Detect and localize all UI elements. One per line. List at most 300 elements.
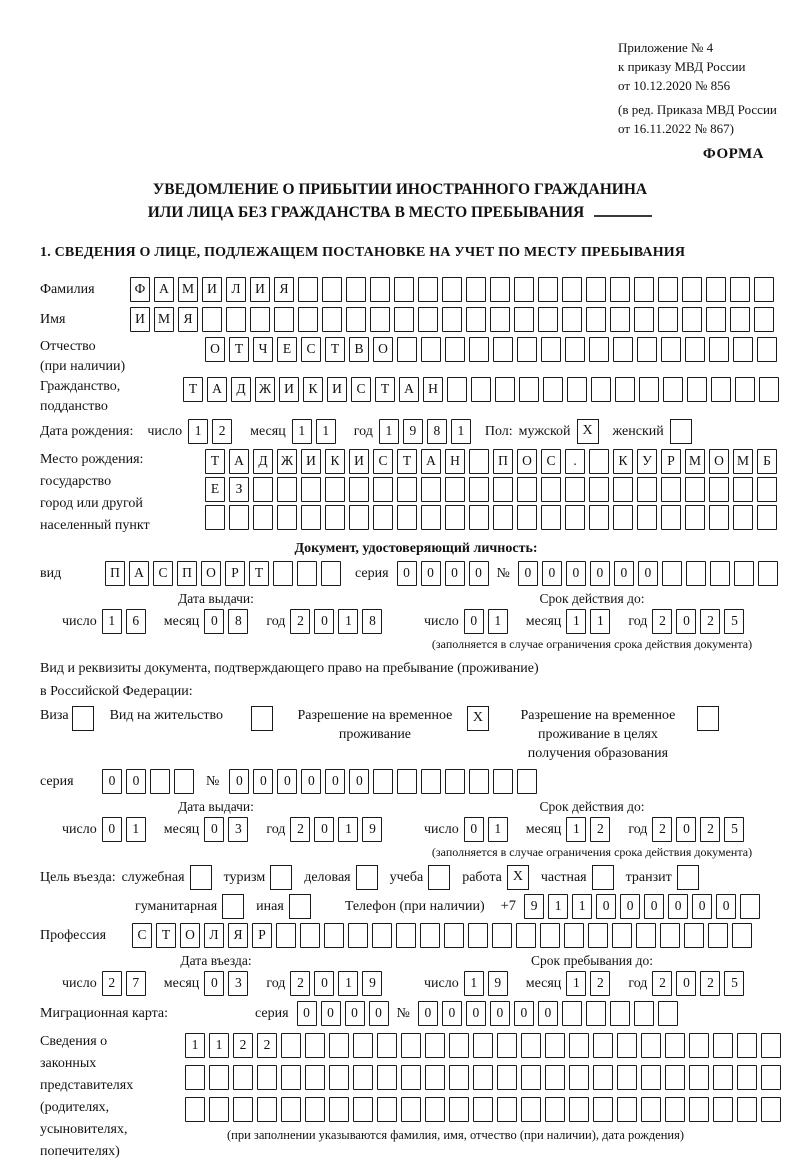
char-cell[interactable] (713, 1065, 733, 1090)
char-cell[interactable]: 1 (188, 419, 208, 444)
char-cell[interactable] (421, 769, 441, 794)
char-cell[interactable]: О (517, 449, 537, 474)
char-cell[interactable] (687, 377, 707, 402)
char-cell[interactable]: О (709, 449, 729, 474)
char-cell[interactable] (298, 277, 318, 302)
char-cell[interactable] (497, 1065, 517, 1090)
char-cell[interactable] (321, 561, 341, 586)
char-cell[interactable]: В (349, 337, 369, 362)
char-cell[interactable] (301, 477, 321, 502)
char-cell[interactable] (150, 769, 170, 794)
char-cell[interactable] (396, 923, 416, 948)
char-cell[interactable]: 1 (566, 971, 586, 996)
char-cell[interactable]: Р (661, 449, 681, 474)
char-cell[interactable] (397, 337, 417, 362)
char-cell[interactable] (686, 561, 706, 586)
char-cell[interactable]: 0 (204, 971, 224, 996)
char-cell[interactable] (493, 505, 513, 530)
char-cell[interactable] (185, 1065, 205, 1090)
char-cell[interactable] (370, 307, 390, 332)
char-cell[interactable]: М (154, 307, 174, 332)
char-cell[interactable] (372, 923, 392, 948)
char-cell[interactable]: 2 (700, 609, 720, 634)
char-cell[interactable] (521, 1033, 541, 1058)
char-cell[interactable]: И (130, 307, 150, 332)
char-cell[interactable] (425, 1097, 445, 1122)
char-cell[interactable]: 2 (652, 971, 672, 996)
char-cell[interactable] (761, 1097, 781, 1122)
char-cell[interactable] (663, 377, 683, 402)
char-cell[interactable]: 5 (724, 609, 744, 634)
purpose-turizm-checkbox[interactable] (270, 865, 292, 890)
char-cell[interactable] (473, 1097, 493, 1122)
char-cell[interactable] (353, 1097, 373, 1122)
char-cell[interactable]: Т (156, 923, 176, 948)
char-cell[interactable] (445, 505, 465, 530)
purpose-rabota-checkbox[interactable]: X (507, 865, 529, 890)
char-cell[interactable] (685, 477, 705, 502)
char-cell[interactable] (469, 505, 489, 530)
char-cell[interactable] (373, 769, 393, 794)
char-cell[interactable]: Ф (130, 277, 150, 302)
char-cell[interactable] (274, 307, 294, 332)
char-cell[interactable]: О (205, 337, 225, 362)
char-cell[interactable] (490, 277, 510, 302)
char-cell[interactable]: 2 (290, 971, 310, 996)
char-cell[interactable]: 0 (566, 561, 586, 586)
char-cell[interactable]: 0 (676, 609, 696, 634)
char-cell[interactable]: 8 (427, 419, 447, 444)
char-cell[interactable] (276, 923, 296, 948)
char-cell[interactable] (377, 1033, 397, 1058)
char-cell[interactable] (543, 377, 563, 402)
char-cell[interactable] (733, 477, 753, 502)
char-cell[interactable]: И (349, 449, 369, 474)
char-cell[interactable]: 0 (314, 817, 334, 842)
char-cell[interactable] (562, 307, 582, 332)
char-cell[interactable] (689, 1033, 709, 1058)
char-cell[interactable]: Б (757, 449, 777, 474)
char-cell[interactable] (737, 1033, 757, 1058)
char-cell[interactable]: 0 (644, 894, 664, 919)
char-cell[interactable] (661, 477, 681, 502)
char-cell[interactable] (708, 923, 728, 948)
char-cell[interactable] (421, 477, 441, 502)
char-cell[interactable] (732, 923, 752, 948)
char-cell[interactable] (641, 1065, 661, 1090)
char-cell[interactable]: 2 (590, 817, 610, 842)
char-cell[interactable] (493, 769, 513, 794)
char-cell[interactable]: У (637, 449, 657, 474)
char-cell[interactable] (468, 923, 488, 948)
char-cell[interactable] (689, 1097, 709, 1122)
char-cell[interactable]: 0 (445, 561, 465, 586)
char-cell[interactable] (329, 1097, 349, 1122)
char-cell[interactable]: А (399, 377, 419, 402)
char-cell[interactable]: 1 (209, 1033, 229, 1058)
char-cell[interactable] (665, 1065, 685, 1090)
char-cell[interactable]: 0 (668, 894, 688, 919)
char-cell[interactable]: М (733, 449, 753, 474)
char-cell[interactable] (593, 1033, 613, 1058)
char-cell[interactable]: 0 (514, 1001, 534, 1026)
char-cell[interactable] (637, 505, 657, 530)
char-cell[interactable]: 2 (257, 1033, 277, 1058)
char-cell[interactable] (521, 1097, 541, 1122)
char-cell[interactable]: З (229, 477, 249, 502)
char-cell[interactable]: 2 (233, 1033, 253, 1058)
char-cell[interactable] (277, 505, 297, 530)
char-cell[interactable] (565, 477, 585, 502)
char-cell[interactable]: 0 (442, 1001, 462, 1026)
char-cell[interactable]: Д (253, 449, 273, 474)
char-cell[interactable] (420, 923, 440, 948)
char-cell[interactable] (353, 1033, 373, 1058)
char-cell[interactable] (662, 561, 682, 586)
char-cell[interactable] (713, 1097, 733, 1122)
char-cell[interactable] (758, 561, 778, 586)
char-cell[interactable]: 1 (566, 609, 586, 634)
char-cell[interactable] (421, 337, 441, 362)
char-cell[interactable]: 0 (102, 817, 122, 842)
char-cell[interactable] (202, 307, 222, 332)
char-cell[interactable] (517, 337, 537, 362)
char-cell[interactable]: Р (252, 923, 272, 948)
char-cell[interactable]: 1 (566, 817, 586, 842)
char-cell[interactable] (397, 505, 417, 530)
char-cell[interactable] (281, 1097, 301, 1122)
char-cell[interactable] (757, 337, 777, 362)
char-cell[interactable] (665, 1033, 685, 1058)
char-cell[interactable]: 0 (418, 1001, 438, 1026)
char-cell[interactable] (617, 1065, 637, 1090)
char-cell[interactable] (538, 277, 558, 302)
char-cell[interactable]: Л (226, 277, 246, 302)
char-cell[interactable] (209, 1097, 229, 1122)
char-cell[interactable]: 1 (488, 609, 508, 634)
char-cell[interactable] (305, 1033, 325, 1058)
char-cell[interactable]: 0 (542, 561, 562, 586)
char-cell[interactable] (634, 1001, 654, 1026)
char-cell[interactable] (562, 1001, 582, 1026)
char-cell[interactable]: 0 (490, 1001, 510, 1026)
char-cell[interactable]: 0 (464, 817, 484, 842)
char-cell[interactable] (397, 769, 417, 794)
char-cell[interactable] (519, 377, 539, 402)
char-cell[interactable] (589, 505, 609, 530)
char-cell[interactable]: 1 (451, 419, 471, 444)
char-cell[interactable]: 2 (652, 609, 672, 634)
char-cell[interactable]: Д (231, 377, 251, 402)
char-cell[interactable] (639, 377, 659, 402)
char-cell[interactable] (757, 477, 777, 502)
char-cell[interactable]: 0 (638, 561, 658, 586)
char-cell[interactable] (684, 923, 704, 948)
char-cell[interactable] (589, 449, 609, 474)
char-cell[interactable] (636, 923, 656, 948)
char-cell[interactable]: К (325, 449, 345, 474)
char-cell[interactable] (617, 1097, 637, 1122)
edu-permit-checkbox[interactable] (697, 706, 719, 731)
char-cell[interactable]: 2 (102, 971, 122, 996)
char-cell[interactable] (305, 1097, 325, 1122)
char-cell[interactable] (709, 477, 729, 502)
char-cell[interactable]: 3 (228, 971, 248, 996)
char-cell[interactable] (466, 277, 486, 302)
char-cell[interactable] (737, 1097, 757, 1122)
char-cell[interactable]: 0 (676, 817, 696, 842)
char-cell[interactable]: 1 (185, 1033, 205, 1058)
char-cell[interactable] (517, 477, 537, 502)
char-cell[interactable]: 0 (397, 561, 417, 586)
char-cell[interactable]: 0 (469, 561, 489, 586)
char-cell[interactable] (346, 307, 366, 332)
char-cell[interactable]: 0 (204, 817, 224, 842)
char-cell[interactable]: С (132, 923, 152, 948)
char-cell[interactable] (641, 1033, 661, 1058)
char-cell[interactable] (610, 1001, 630, 1026)
char-cell[interactable] (730, 277, 750, 302)
char-cell[interactable] (447, 377, 467, 402)
char-cell[interactable]: 5 (724, 971, 744, 996)
char-cell[interactable] (709, 337, 729, 362)
char-cell[interactable] (589, 477, 609, 502)
char-cell[interactable] (689, 1065, 709, 1090)
char-cell[interactable] (253, 505, 273, 530)
char-cell[interactable] (517, 769, 537, 794)
char-cell[interactable] (521, 1065, 541, 1090)
char-cell[interactable] (257, 1097, 277, 1122)
char-cell[interactable]: 2 (700, 971, 720, 996)
char-cell[interactable] (233, 1097, 253, 1122)
char-cell[interactable]: О (201, 561, 221, 586)
char-cell[interactable] (586, 1001, 606, 1026)
char-cell[interactable]: 0 (301, 769, 321, 794)
char-cell[interactable] (637, 477, 657, 502)
char-cell[interactable] (442, 307, 462, 332)
char-cell[interactable] (545, 1065, 565, 1090)
char-cell[interactable] (349, 505, 369, 530)
char-cell[interactable] (569, 1033, 589, 1058)
residence-permit-checkbox[interactable] (251, 706, 273, 731)
char-cell[interactable] (229, 505, 249, 530)
char-cell[interactable] (661, 505, 681, 530)
char-cell[interactable]: 1 (102, 609, 122, 634)
char-cell[interactable] (449, 1033, 469, 1058)
char-cell[interactable] (565, 337, 585, 362)
char-cell[interactable] (497, 1097, 517, 1122)
char-cell[interactable] (593, 1065, 613, 1090)
char-cell[interactable]: 8 (228, 609, 248, 634)
purpose-gumanitarnaya-checkbox[interactable] (222, 894, 244, 919)
char-cell[interactable]: С (373, 449, 393, 474)
char-cell[interactable]: 0 (369, 1001, 389, 1026)
char-cell[interactable] (562, 277, 582, 302)
char-cell[interactable] (569, 1097, 589, 1122)
char-cell[interactable] (730, 307, 750, 332)
char-cell[interactable] (253, 477, 273, 502)
char-cell[interactable]: 5 (724, 817, 744, 842)
char-cell[interactable]: Я (178, 307, 198, 332)
char-cell[interactable]: 0 (253, 769, 273, 794)
char-cell[interactable]: Т (325, 337, 345, 362)
char-cell[interactable]: П (177, 561, 197, 586)
char-cell[interactable]: А (154, 277, 174, 302)
char-cell[interactable]: О (373, 337, 393, 362)
char-cell[interactable] (761, 1033, 781, 1058)
char-cell[interactable] (682, 307, 702, 332)
char-cell[interactable] (757, 505, 777, 530)
char-cell[interactable] (586, 277, 606, 302)
char-cell[interactable]: 0 (314, 609, 334, 634)
char-cell[interactable]: Я (274, 277, 294, 302)
char-cell[interactable] (301, 505, 321, 530)
char-cell[interactable]: 1 (572, 894, 592, 919)
char-cell[interactable] (445, 477, 465, 502)
char-cell[interactable] (610, 277, 630, 302)
temp-permit-checkbox[interactable]: X (467, 706, 489, 731)
char-cell[interactable]: Т (229, 337, 249, 362)
char-cell[interactable] (325, 505, 345, 530)
char-cell[interactable]: 1 (292, 419, 312, 444)
char-cell[interactable] (545, 1097, 565, 1122)
char-cell[interactable] (567, 377, 587, 402)
purpose-delovaya-checkbox[interactable] (356, 865, 378, 890)
char-cell[interactable]: 0 (464, 609, 484, 634)
char-cell[interactable]: 9 (488, 971, 508, 996)
char-cell[interactable] (658, 307, 678, 332)
char-cell[interactable] (617, 1033, 637, 1058)
char-cell[interactable] (613, 477, 633, 502)
char-cell[interactable]: 0 (590, 561, 610, 586)
char-cell[interactable] (541, 477, 561, 502)
char-cell[interactable] (185, 1097, 205, 1122)
char-cell[interactable] (658, 1001, 678, 1026)
char-cell[interactable] (322, 307, 342, 332)
char-cell[interactable] (734, 561, 754, 586)
char-cell[interactable]: Ж (277, 449, 297, 474)
char-cell[interactable] (377, 1097, 397, 1122)
char-cell[interactable] (591, 377, 611, 402)
char-cell[interactable] (565, 505, 585, 530)
char-cell[interactable] (514, 277, 534, 302)
char-cell[interactable] (613, 337, 633, 362)
char-cell[interactable]: 1 (590, 609, 610, 634)
char-cell[interactable]: . (565, 449, 585, 474)
char-cell[interactable]: Ж (255, 377, 275, 402)
char-cell[interactable]: А (129, 561, 149, 586)
char-cell[interactable]: С (541, 449, 561, 474)
char-cell[interactable] (761, 1065, 781, 1090)
char-cell[interactable]: 0 (614, 561, 634, 586)
char-cell[interactable]: О (180, 923, 200, 948)
char-cell[interactable] (226, 307, 246, 332)
char-cell[interactable] (593, 1097, 613, 1122)
char-cell[interactable] (709, 505, 729, 530)
char-cell[interactable]: 1 (464, 971, 484, 996)
char-cell[interactable] (233, 1065, 253, 1090)
char-cell[interactable]: 2 (700, 817, 720, 842)
char-cell[interactable]: С (153, 561, 173, 586)
char-cell[interactable] (685, 505, 705, 530)
char-cell[interactable] (589, 337, 609, 362)
char-cell[interactable]: 8 (362, 609, 382, 634)
char-cell[interactable]: 2 (652, 817, 672, 842)
char-cell[interactable] (610, 307, 630, 332)
char-cell[interactable] (517, 505, 537, 530)
char-cell[interactable]: 0 (102, 769, 122, 794)
char-cell[interactable]: И (279, 377, 299, 402)
char-cell[interactable] (394, 277, 414, 302)
char-cell[interactable] (445, 769, 465, 794)
char-cell[interactable]: 0 (229, 769, 249, 794)
char-cell[interactable]: А (421, 449, 441, 474)
char-cell[interactable] (257, 1065, 277, 1090)
char-cell[interactable]: 0 (204, 609, 224, 634)
char-cell[interactable] (740, 894, 760, 919)
char-cell[interactable] (250, 307, 270, 332)
char-cell[interactable] (324, 923, 344, 948)
char-cell[interactable] (174, 769, 194, 794)
char-cell[interactable]: М (685, 449, 705, 474)
char-cell[interactable] (641, 1097, 661, 1122)
char-cell[interactable] (418, 277, 438, 302)
char-cell[interactable]: 1 (316, 419, 336, 444)
char-cell[interactable]: 2 (290, 817, 310, 842)
char-cell[interactable] (469, 769, 489, 794)
char-cell[interactable] (471, 377, 491, 402)
char-cell[interactable]: 0 (421, 561, 441, 586)
char-cell[interactable]: Е (205, 477, 225, 502)
char-cell[interactable] (541, 505, 561, 530)
char-cell[interactable]: Т (375, 377, 395, 402)
char-cell[interactable]: 1 (338, 609, 358, 634)
char-cell[interactable]: К (613, 449, 633, 474)
char-cell[interactable] (613, 505, 633, 530)
char-cell[interactable] (706, 277, 726, 302)
char-cell[interactable]: Н (423, 377, 443, 402)
char-cell[interactable] (297, 561, 317, 586)
char-cell[interactable] (346, 277, 366, 302)
char-cell[interactable]: 0 (538, 1001, 558, 1026)
char-cell[interactable]: 0 (345, 1001, 365, 1026)
char-cell[interactable]: 1 (379, 419, 399, 444)
char-cell[interactable] (493, 337, 513, 362)
char-cell[interactable]: Л (204, 923, 224, 948)
char-cell[interactable] (754, 277, 774, 302)
char-cell[interactable] (634, 307, 654, 332)
char-cell[interactable]: Ч (253, 337, 273, 362)
char-cell[interactable]: А (207, 377, 227, 402)
char-cell[interactable] (449, 1065, 469, 1090)
char-cell[interactable] (545, 1033, 565, 1058)
sex-female-checkbox[interactable] (670, 419, 692, 444)
char-cell[interactable]: 2 (212, 419, 232, 444)
char-cell[interactable]: 0 (716, 894, 736, 919)
char-cell[interactable] (711, 377, 731, 402)
char-cell[interactable] (421, 505, 441, 530)
char-cell[interactable]: Т (397, 449, 417, 474)
char-cell[interactable] (442, 277, 462, 302)
purpose-chastnaya-checkbox[interactable] (592, 865, 614, 890)
char-cell[interactable]: 1 (338, 817, 358, 842)
char-cell[interactable] (493, 477, 513, 502)
char-cell[interactable] (305, 1065, 325, 1090)
char-cell[interactable]: Р (225, 561, 245, 586)
char-cell[interactable]: 0 (518, 561, 538, 586)
char-cell[interactable] (660, 923, 680, 948)
char-cell[interactable] (373, 505, 393, 530)
